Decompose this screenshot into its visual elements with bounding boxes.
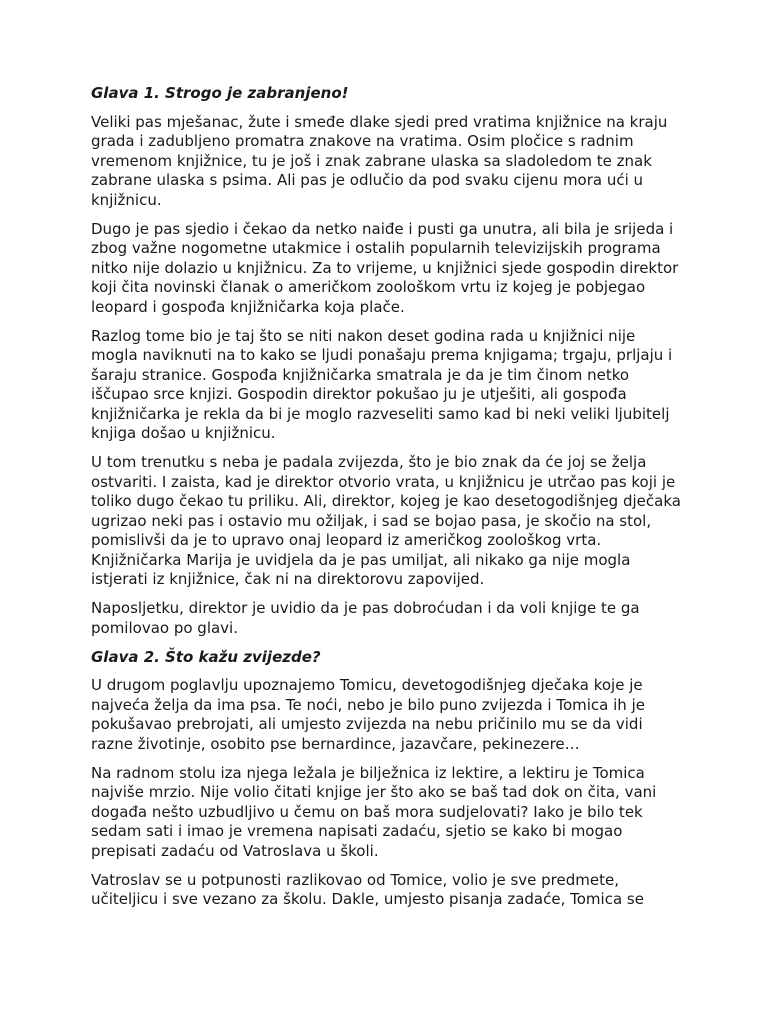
chapter-1-paragraph-5: Naposljetku, direktor je uvidio da je pas dobroćudan i da voli knjige te ga pomilovao po glavi. (91, 599, 640, 637)
chapter-2-heading: Glava 2. Što kažu zvijezde? (91, 647, 321, 666)
chapter-1-heading: Glava 1. Strogo je zabranjeno! (91, 84, 349, 102)
chapter-2-paragraph-1: U drugom poglavlju upoznajemo Tomicu, devetogodišnjeg dječaka koje je najveća želja da ima psa. Te noći, nebo je bilo puno zvijezda i Tomica ih je pokušavao prebrojati, ali umjesto zvijezda na nebu pričinilo mu se da vidi razne životinje, osobito pse bernardince, jazavčare, pekinezere… (91, 676, 645, 753)
chapter-2-paragraph-3: Vatroslav se u potpunosti razlikovao od Tomice, volio je sve predmete, učiteljicu i sve vezano za školu. Dakle, umjesto pisanja zadaće, Tomica se (91, 870, 644, 908)
chapter-1-paragraph-2: Dugo je pas sjedio i čekao da netko naiđe i pusti ga unutra, ali bila je srijeda i zbog važne nogometne utakmice i ostalih popularnih televizijskih programa nitko nije dolazio u knjižnicu. Za to vrijeme, u knjižnici sjede gospodin direktor koji čita novinski članak o američkom zoološkom vrtu iz kojeg je pobjegao leopard i gospođa knjižničarka koja plače. (91, 219, 679, 316)
chapter-1-paragraph-1: Veliki pas mješanac, žute i smeđe dlake sjedi pred vratima knjižnice na kraju grada i zadubljeno promatra znakove na vratima. Osim pločice s radnim vremenom knjižnice, tu je još i znak zabrane ulaska sa sladoledom te znak zabrane ulaska s psima. Ali pas je odlučio da pod svaku cijenu mora ući u knjižnicu. (91, 112, 668, 209)
chapter-1-paragraph-3: Razlog tome bio je taj što se niti nakon deset godina rada u knjižnici nije mogla naviknuti na to kako se ljudi ponašaju prema knjigama; trgaju, prljaju i šaraju stranice. Gospođa knjižničarka smatrala je da je tim činom netko iščupao srce knjizi. Gospodin direktor pokušao ju je utješiti, ali gospođa knjižničarka je rekla da bi je moglo razveseliti samo kad bi neki veliki ljubitelj knjiga došao u knjižnicu. (91, 326, 673, 442)
chapter-2-paragraph-2: Na radnom stolu iza njega ležala je bilježnica iz lektire, a lektiru je Tomica najviše mrzio. Nije volio čitati knjige jer što ako se baš tad dok on čita, vani događa nešto uzbudljivo u čemu on baš mora sudjelovati? Iako je bilo tek sedam sati i imao je vremena napisati zadaću, sjetio se kako bi mogao prepisati zadaću od Vatroslava u školi. (91, 763, 657, 860)
chapter-1-paragraph-4: U tom trenutku s neba je padala zvijezda, što je bio znak da će joj se želja ostvariti. I zaista, kad je direktor otvorio vrata, u knjižnicu je utrčao pas koji je toliko dugo čekao tu priliku. Ali, direktor, kojeg je kao desetogodišnjeg dječaka ugrizao neki pas i ostavio mu ožiljak, i sad se bojao pasa, je skočio na stol, pomislivši da je to upravo onaj leopard iz američkog zoološkog vrta. Knjižničarka Marija je uvidjela da je pas umiljat, ali nikako ga nije mogla istjerati iz knjižnice, čak ni na direktorovu zapovijed. (91, 453, 681, 588)
document-page (91, 84, 681, 919)
